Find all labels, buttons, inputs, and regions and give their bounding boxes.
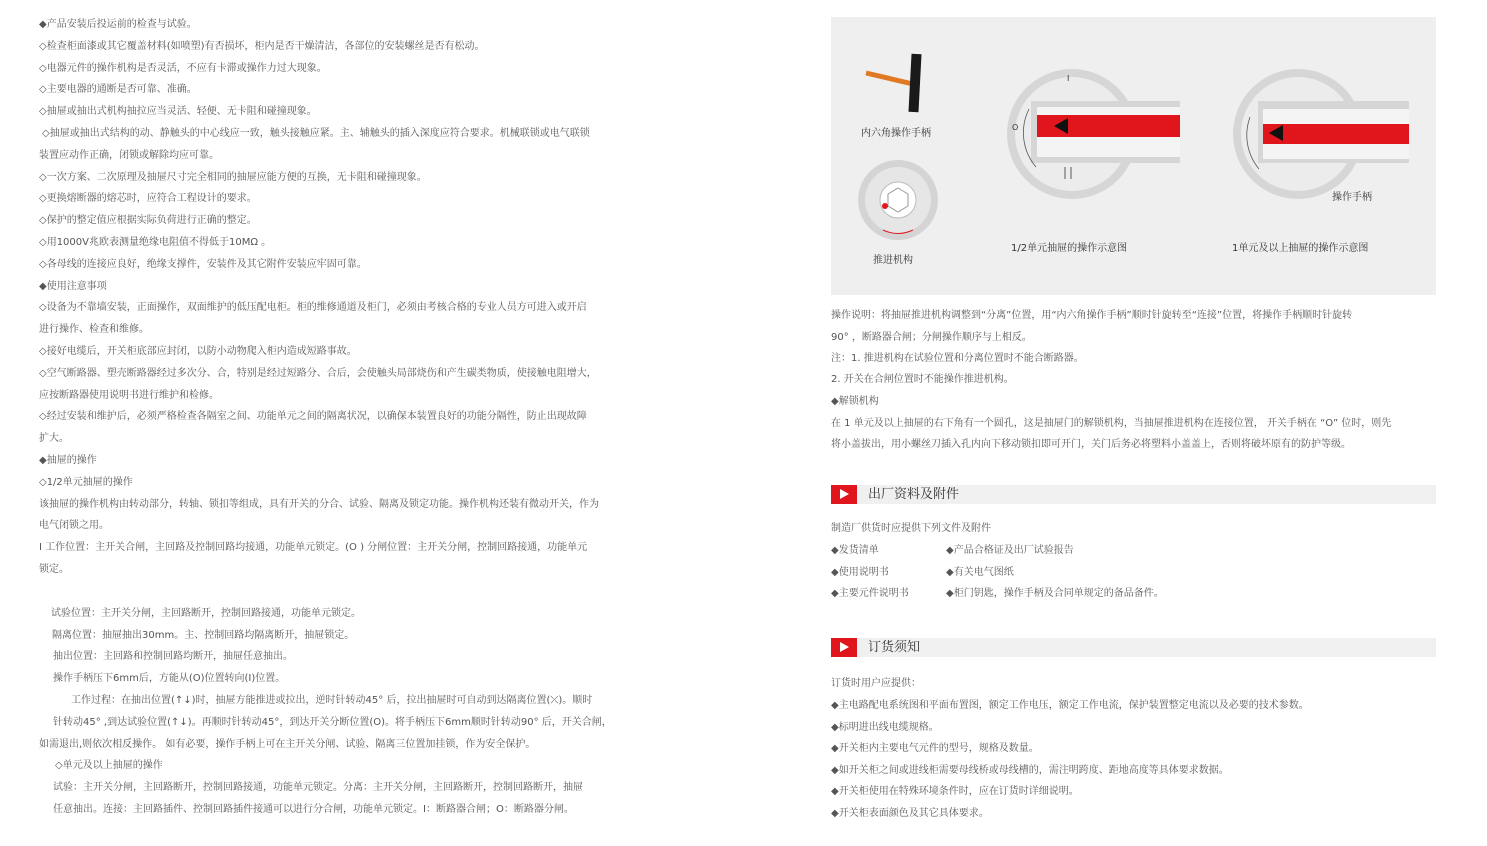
operation-text-2: 90° ，断路器合闸；分闸操作顺序与上相反。 — [831, 332, 1032, 343]
left-line: 如需退出,则依次相反操作。 如有必要，操作手柄上可在主开关分闸、试验、隔离三位置加挂锁，作为安全保护。 — [39, 738, 536, 750]
left-line: 试验：主开关分闸，主回路断开，控制回路接通，功能单元锁定。分离：主开关分闸，主回路断开，控制回路断开，抽屉 — [53, 782, 583, 794]
operation-diagram-figure — [831, 17, 1436, 295]
delivery-item: ◆柜门钥匙，操作手柄及合同单规定的备品备件。 — [946, 588, 1164, 599]
push-mechanism-icon — [858, 160, 938, 240]
left-line: I 工作位置：主开关合闸，主回路及控制回路均接通，功能单元锁定。(O ) 分闸位置：主开关分闸，控制回路接通，功能单元 — [39, 542, 588, 554]
left-line: ◇各母线的连接应良好，绝缘支撑件，安装件及其它附件安装应牢固可靠。 — [39, 258, 367, 270]
left-line: ◇抽屉或抽出式结构的动、静触头的中心线应一致，触头接触应紧。主、辅触头的插入深度应符合要求。机械联锁或电气联锁 — [42, 127, 590, 139]
delivery-item: ◆产品合格证及出厂试验报告 — [946, 545, 1074, 556]
play-arrow-icon — [831, 638, 857, 657]
left-line: ◇设备为不靠墙安装，正面操作，双面维护的低压配电柜。柜的维修通道及柜门，必须由考核合格的专业人员方可进入或开启 — [39, 302, 587, 314]
left-line: ◇电器元件的操作机构是否灵活，不应有卡滞或操作力过大现象。 — [39, 62, 327, 74]
half-unit-dial-icon — [1007, 69, 1180, 199]
left-line: ◇一次方案、二次原理及抽屉尺寸完全相同的抽屉应能方便的互换，无卡阻和碰撞现象。 — [39, 171, 427, 183]
left-line: 应按断路器使用说明书进行维护和检修。 — [39, 389, 219, 401]
delivery-intro: 制造厂供货时应提供下列文件及附件 — [831, 523, 991, 534]
delivery-item: ◆有关电气图纸 — [946, 566, 1014, 578]
delivery-item: ◆使用说明书 — [831, 566, 889, 578]
left-text-column — [39, 14, 649, 821]
left-line: 装置应动作正确，闭锁或解除均应可靠。 — [39, 149, 219, 161]
play-arrow-icon — [831, 485, 857, 504]
left-line: 电气闭锁之用。 — [39, 520, 109, 532]
delivery-item: ◆发货清单 — [831, 545, 879, 556]
ordering-item: ◆开关柜内主要电气元件的型号，规格及数量。 — [831, 743, 1039, 754]
left-line: 操作手柄压下6mm后，方能从(O)位置转向(I)位置。 — [53, 673, 286, 685]
section-header-delivery — [831, 485, 1436, 504]
left-line: 试验位置：主开关分闸，主回路断开，控制回路接通，功能单元锁定。 — [51, 607, 361, 619]
section-header-ordering — [831, 638, 1436, 657]
left-line: 抽出位置：主回路和控制回路均断开，抽屉任意抽出。 — [53, 651, 293, 663]
section-title-ordering: 订货须知 — [868, 640, 921, 655]
left-line: ◇主要电器的通断是否可靠、准确。 — [39, 84, 197, 96]
one-unit-dial-icon — [1233, 69, 1409, 199]
one-unit-caption: 1单元及以上抽屉的操作示意图 — [1232, 243, 1369, 254]
ordering-intro: 订货时用户应提供： — [831, 678, 921, 689]
left-line: ◇1/2单元抽屉的操作 — [39, 476, 133, 488]
dial-mark-o: O — [1012, 123, 1019, 132]
push-mechanism-caption: 推进机构 — [873, 255, 913, 266]
hex-handle-caption: 内六角操作手柄 — [861, 128, 931, 139]
left-line: ◆抽屉的操作 — [39, 454, 97, 466]
left-line: ◇经过安装和维护后，必须严格检查各隔室之间、功能单元之间的隔离状况，以确保本装置良好的功能分隔性，防止出现故障 — [39, 411, 587, 423]
ordering-item: ◆开关柜使用在特殊环境条件时，应在订货时详细说明。 — [831, 786, 1079, 797]
note-1: 注：1. 推进机构在试验位置和分离位置时不能合断路器。 — [831, 353, 1084, 364]
left-line: 隔离位置：抽屉抽出30mm。主、控制回路均隔离断开，抽屉锁定。 — [52, 629, 355, 641]
ordering-item: ◆开关柜表面颜色及其它具体要求。 — [831, 807, 989, 819]
left-line: ◆产品安装后投运前的检查与试验。 — [39, 19, 197, 30]
left-line: ◇更换熔断器的熔芯时，应符合工程设计的要求。 — [39, 193, 257, 205]
left-line: 工作过程：在抽出位置(↑↓)时，抽屉方能推进或拉出，逆时针转动45° 后，拉出抽屉时可自动到达隔离位置(⤫)。顺时 — [71, 694, 593, 706]
left-line: ◇用1000V兆欧表测量绝缘电阻值不得低于10MΩ 。 — [39, 236, 272, 248]
left-line: ◇保护的整定值应根据实际负荷进行正确的整定。 — [39, 215, 257, 227]
unlock-text-2: 将小盖拔出，用小螺丝刀插入孔内向下移动锁扣即可开门，关门后务必将塑料小盖盖上，否则将破坏原有的防护等级。 — [831, 439, 1351, 450]
left-line: 进行操作、检查和维修。 — [39, 324, 149, 336]
unlock-text-1: 在 1 单元及以上抽屉的右下角有一个圆孔，这是抽屉门的解锁机构，当抽屉推进机构在连接位置， 开关手柄在 “O” 位时，则先 — [831, 418, 1392, 429]
left-line: 扩大。 — [39, 433, 69, 445]
left-line: ◇抽屉或抽出式机构抽拉应当灵活、轻便、无卡阻和碰撞现象。 — [39, 106, 317, 118]
operation-text-1: 操作说明：将抽屉推进机构调整到“分离”位置，用“内六角操作手柄”顺时针旋转至“连接”位置，将操作手柄顺时针旋转 — [831, 310, 1353, 321]
delivery-item: ◆主要元件说明书 — [831, 588, 909, 599]
ordering-item: ◆如开关柜之间或进线柜需要母线桥或母线槽的，需注明跨度、距地高度等具体要求数据。 — [831, 764, 1229, 776]
ordering-item: ◆主电路配电系统图和平面布置图，额定工作电压，额定工作电流，保护装置整定电流以及必要的技术参数。 — [831, 700, 1309, 711]
handle-caption: 操作手柄 — [1332, 192, 1372, 203]
left-line: ◇接好电缆后，开关柜底部应封闭，以防小动物爬入柜内造成短路事故。 — [39, 345, 357, 357]
left-line: 锁定。 — [39, 563, 69, 575]
ordering-item: ◆标明进出线电缆规格。 — [831, 721, 939, 733]
unlock-title: ◆解锁机构 — [831, 396, 879, 407]
left-line: 该抽屉的操作机构由转动部分，转轴、锁扣等组成，具有开关的分合、试验、隔离及锁定功能。操作机构还装有微动开关，作为 — [39, 498, 599, 510]
note-2: 2. 开关在合闸位置时不能操作推进机构。 — [831, 374, 1014, 385]
left-line: 任意抽出。连接：主回路插件、控制回路插件接通可以进行分合闸，功能单元锁定。I：断路器合闸；O：断路器分闸。 — [53, 803, 574, 815]
dial-mark-i: I — [1067, 74, 1070, 83]
left-line: ◇空气断路器、塑壳断路器经过多次分、合，特别是经过短路分、合后，会使触头局部烧伤和产生碳类物质，使接触电阻增大， — [39, 367, 597, 379]
section-title-delivery: 出厂资料及附件 — [868, 487, 960, 502]
left-line: ◇单元及以上抽屉的操作 — [55, 760, 163, 772]
hex-key-handle-icon — [866, 54, 922, 112]
left-line: ◆使用注意事项 — [39, 280, 107, 292]
left-line: ◇检查柜面漆或其它覆盖材料(如喷塑)有否损坏，柜内是否干燥清洁，各部位的安装螺丝是否有松动。 — [39, 40, 485, 52]
half-unit-caption: 1/2单元抽屉的操作示意图 — [1011, 243, 1128, 254]
left-line: 针转动45° ,到达试验位置(↑↓)。再顺时针转动45°，到达开关分断位置(O)。将手柄压下6mm顺时针转动90° 后，开关合闸， — [53, 716, 612, 728]
